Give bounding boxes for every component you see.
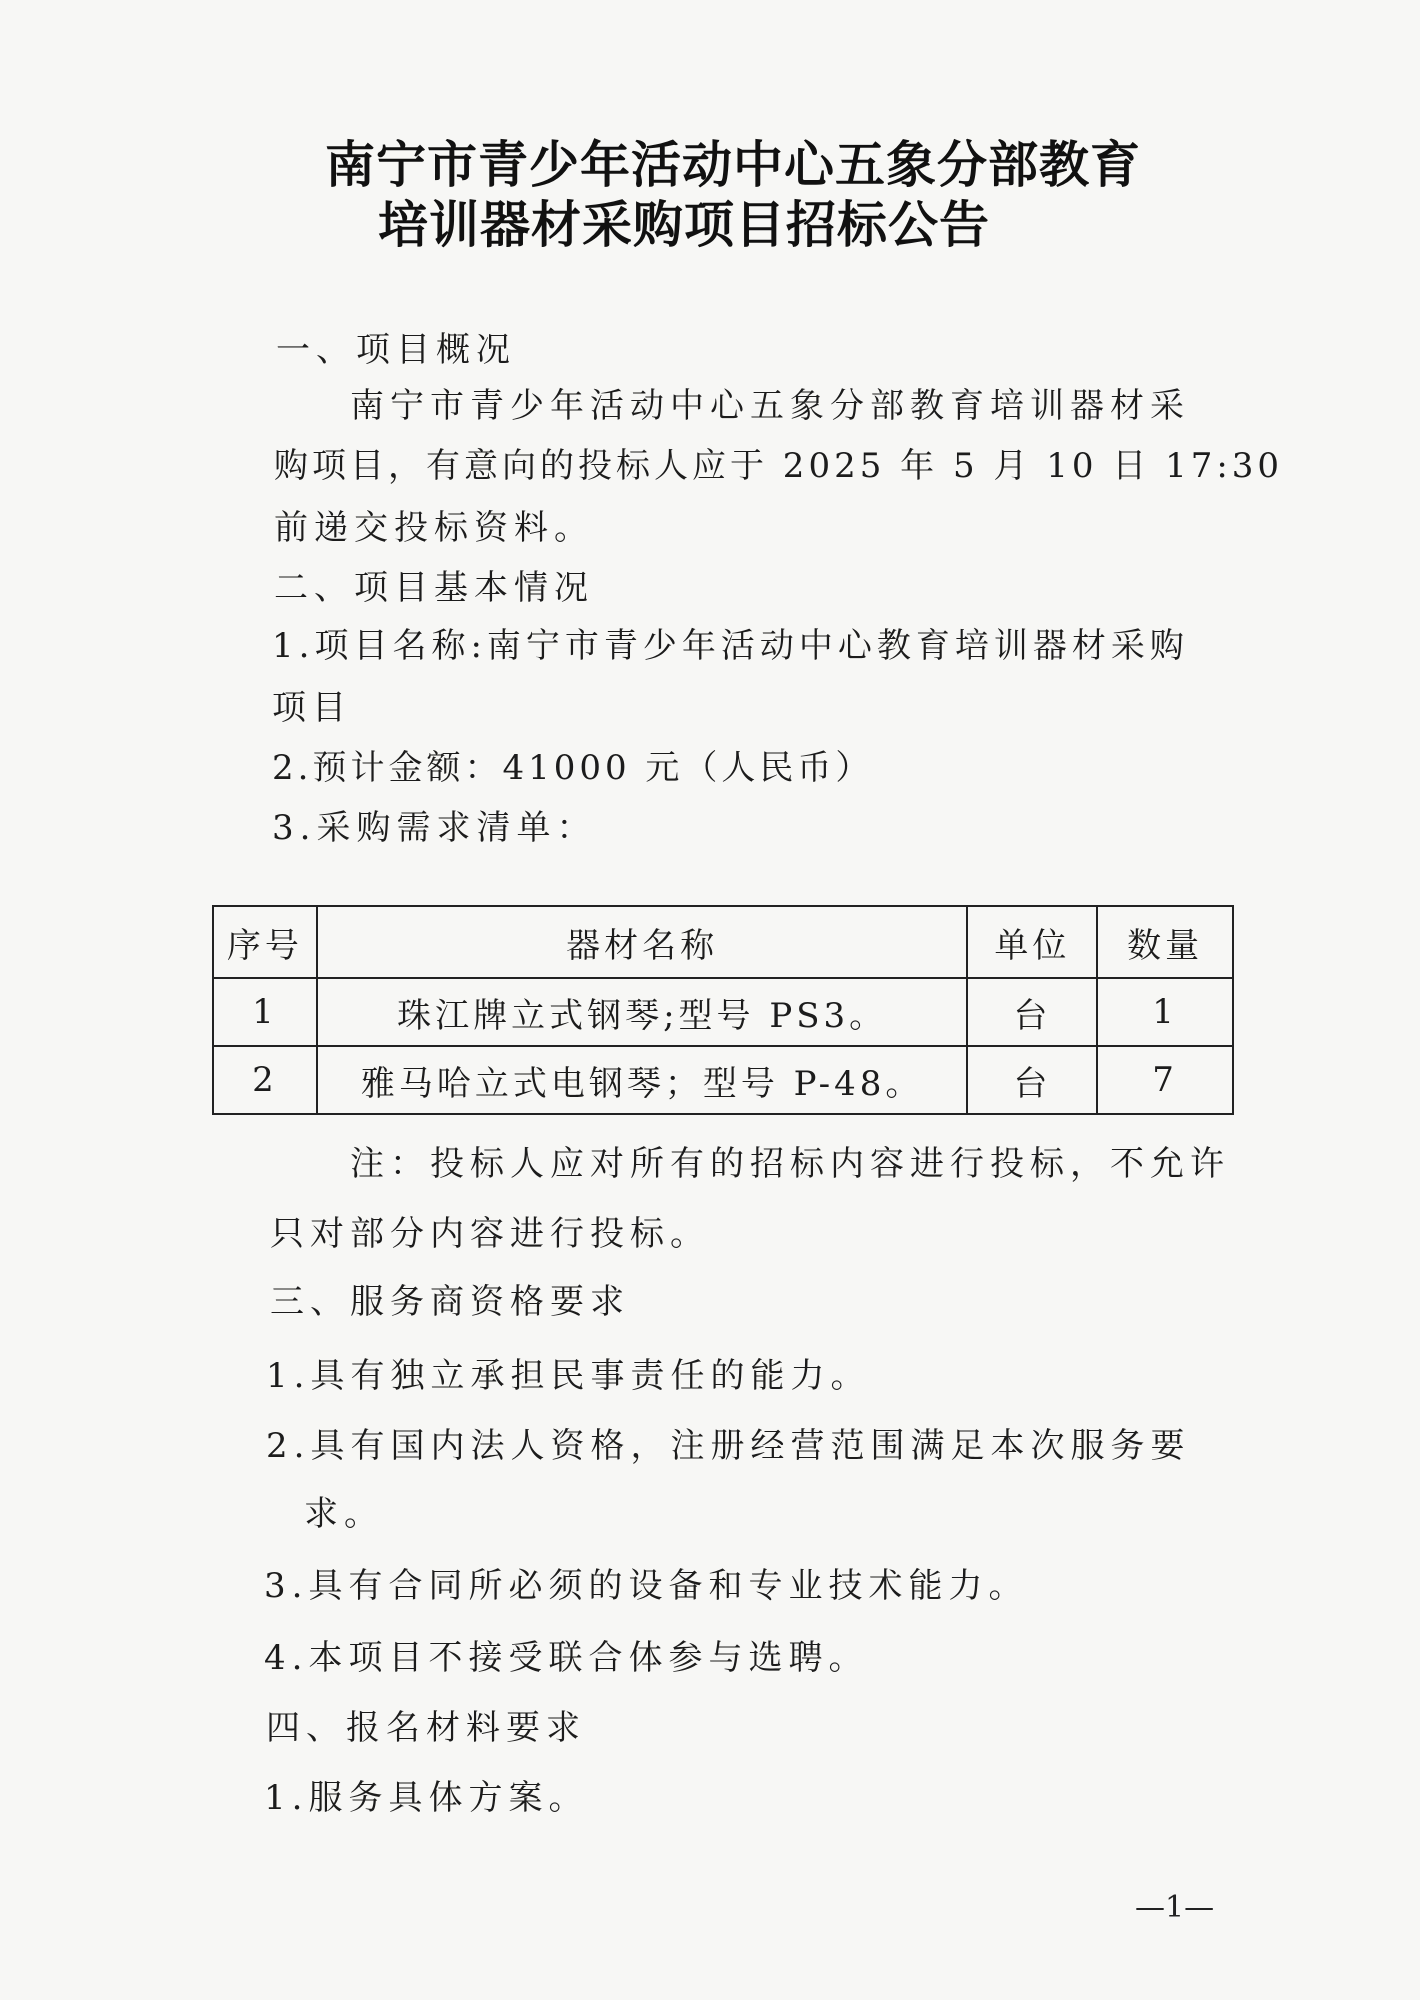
page-number: —1— bbox=[1135, 1890, 1215, 1925]
table-cell-name: 雅马哈立式电钢琴；型号 P-48。 bbox=[317, 1046, 968, 1114]
section-1-paragraph-line-3: 前递交投标资料。 bbox=[274, 508, 594, 548]
section-3-item-3: 3.具有合同所必须的设备和专业技术能力。 bbox=[264, 1566, 1029, 1606]
table-cell-index: 1 bbox=[213, 978, 317, 1046]
table-cell-unit: 台 bbox=[967, 978, 1097, 1046]
table-cell-quantity: 7 bbox=[1097, 1046, 1233, 1114]
table-header-cell: 单位 bbox=[967, 906, 1097, 978]
section-1-paragraph-line-1: 南宁市青少年活动中心五象分部教育培训器材采 bbox=[350, 386, 1190, 426]
section-4-item-1: 1.服务具体方案。 bbox=[264, 1778, 589, 1818]
section-3-heading: 三、服务商资格要求 bbox=[270, 1282, 630, 1322]
table-header-cell: 器材名称 bbox=[317, 906, 968, 978]
note-line-1: 注：投标人应对所有的招标内容进行投标，不允许 bbox=[350, 1144, 1230, 1184]
document-title-line-2: 培训器材采购项目招标公告 bbox=[378, 195, 990, 254]
table-row bbox=[213, 978, 1233, 1046]
procurement-table bbox=[212, 905, 1234, 1115]
table-cell-index: 2 bbox=[213, 1046, 317, 1114]
section-3-item-1: 1.具有独立承担民事责任的能力。 bbox=[266, 1356, 871, 1396]
table-row bbox=[213, 1046, 1233, 1114]
section-2-item-2: 2.预计金额：41000 元（人民币） bbox=[272, 748, 874, 788]
section-2-item-3: 3.采购需求清单： bbox=[272, 808, 597, 848]
section-2-item-1-line-2: 项目 bbox=[272, 688, 352, 728]
note-line-2: 只对部分内容进行投标。 bbox=[270, 1214, 710, 1254]
section-3-item-2-line-1: 2.具有国内法人资格，注册经营范围满足本次服务要 bbox=[266, 1426, 1191, 1466]
section-2-item-1-line-1: 1.项目名称:南宁市青少年活动中心教育培训器材采购 bbox=[272, 626, 1189, 666]
section-1-heading: 一、项目概况 bbox=[276, 330, 516, 370]
section-3-item-2-line-2: 求。 bbox=[304, 1494, 384, 1534]
section-1-paragraph-line-2: 购项目，有意向的投标人应于 2025 年 5 月 10 日 17:30 bbox=[274, 446, 1284, 486]
table-header-row bbox=[213, 906, 1233, 978]
section-3-item-4: 4.本项目不接受联合体参与选聘。 bbox=[264, 1638, 869, 1678]
table-cell-unit: 台 bbox=[967, 1046, 1097, 1114]
table-header-cell: 序号 bbox=[213, 906, 317, 978]
section-2-heading: 二、项目基本情况 bbox=[274, 568, 594, 608]
document-title-line-1: 南宁市青少年活动中心五象分部教育 bbox=[325, 135, 1141, 194]
section-4-heading: 四、报名材料要求 bbox=[266, 1708, 586, 1748]
table-cell-quantity: 1 bbox=[1097, 978, 1233, 1046]
table-header-cell: 数量 bbox=[1097, 906, 1233, 978]
table-cell-name: 珠江牌立式钢琴;型号 PS3。 bbox=[317, 978, 968, 1046]
